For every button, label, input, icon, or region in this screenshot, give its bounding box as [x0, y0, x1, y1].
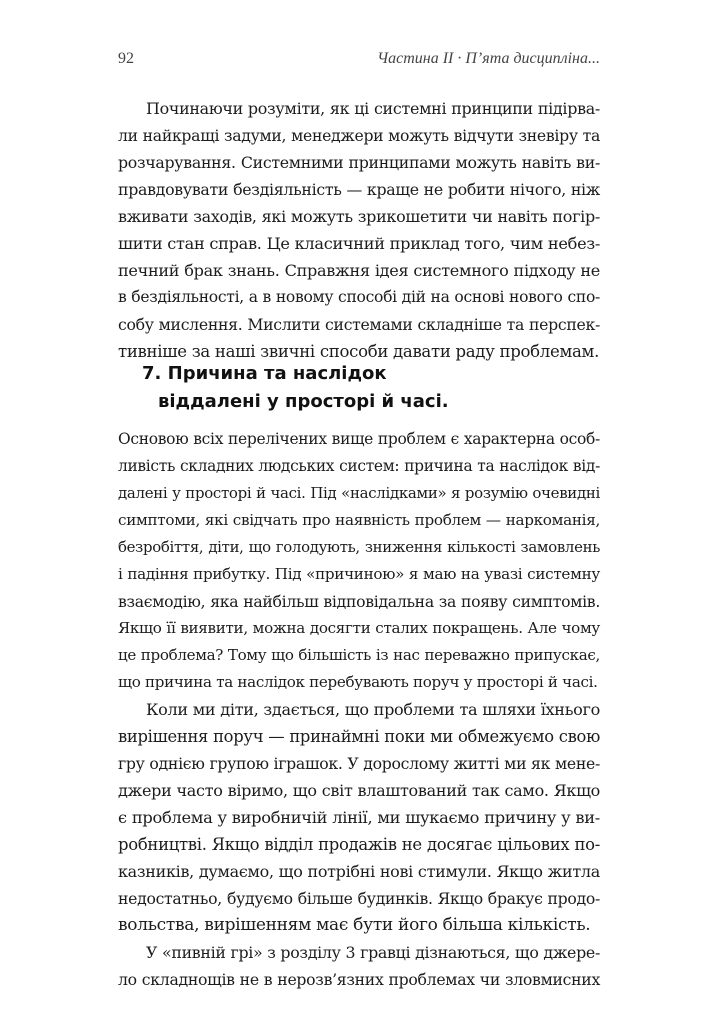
running-header [118, 50, 600, 72]
paragraph-line: Основою всіх перелічених вище проблем є характерна особ- [118, 430, 600, 448]
paragraph-line: У «пивній грі» з розділу 3 гравці дізнаються, що джере- [146, 943, 600, 962]
paragraph-line: безробіття, діти, що голодують, зниження кількості замовлень [118, 538, 600, 556]
paragraph-line: правдовувати бездіяльність — краще не робити нічого, ніж [118, 180, 600, 199]
paragraph-line: це проблема? Тому що більшість із нас переважно припускає, [118, 646, 600, 664]
paragraph-line: взаємодію, яка найбільш відповідальна за появу симптомів. [118, 592, 600, 611]
paragraph-line: розчарування. Системними принципами можуть навіть ви- [118, 153, 600, 172]
paragraph-line: ло складнощів не в нерозв’язних проблемах чи зловмисних [118, 970, 600, 989]
running-title: Частина II · П’ята дисципліна... [377, 50, 600, 67]
page-number: 92 [118, 50, 134, 67]
paragraph-line: ливість складних людських систем: причина та наслідок від- [118, 457, 600, 475]
paragraph-line: гру однією групою іграшок. У дорослому житті ми як мене- [118, 754, 600, 773]
paragraph-line: що причина та наслідок перебувають поруч у просторі й часі. [118, 673, 598, 691]
paragraph-line: симптоми, які свідчать про наявність проблем — наркоманія, [118, 511, 600, 529]
paragraph-line: собу мислення. Мислити системами складніше та перспек- [118, 315, 600, 334]
paragraph-line: шити стан справ. Це класичний приклад того, чим небез- [118, 234, 600, 253]
paragraph-line: недостатньо, будуємо більше будинків. Якщо бракує продо- [118, 889, 600, 908]
paragraph-line: в бездіяльності, а в новому способі дій на основі нового спо- [118, 288, 600, 306]
paragraph-line: казників, думаємо, що потрібні нові стимули. Якщо житла [118, 862, 600, 881]
paragraph-line: тивніше за наші звичні способи давати раду проблемам. [118, 342, 600, 361]
paragraph-line: вольства, вирішенням має бути його більша кількість. [118, 915, 591, 935]
paragraph-line: Якщо її виявити, можна досягти сталих покращень. Але чому [118, 619, 600, 637]
paragraph-line: Починаючи розуміти, як ці системні принципи підірва- [146, 99, 600, 118]
paragraph-line: печний брак знань. Справжня ідея системного підходу не [118, 261, 600, 280]
paragraph-line: робництві. Якщо відділ продажів не досягає цільових по- [118, 835, 600, 854]
paragraph-line: і падіння прибутку. Під «причиною» я маю на увазі системну [118, 565, 600, 583]
paragraph-line: вживати заходів, які можуть зрикошетити чи навіть погір- [118, 207, 600, 226]
paragraph-line: джери часто віримо, що світ влаштований так само. Якщо [118, 781, 600, 800]
paragraph-line: Коли ми діти, здається, що проблеми та шляхи їхнього [146, 700, 600, 719]
paragraph-line: ли найкращі задуми, менеджери можуть відчути зневіру та [118, 126, 600, 145]
section-heading-line2: віддалені у просторі й часі. [158, 391, 449, 412]
section-heading-line1: 7. Причина та наслідок [142, 363, 387, 384]
paragraph-line: вирішення поруч — принаймні поки ми обмежуємо свою [118, 727, 600, 746]
paragraph-line: є проблема у виробничій лінії, ми шукаємо причину у ви- [118, 808, 600, 827]
paragraph-line: далені у просторі й часі. Під «наслідками» я розумію очевидні [118, 484, 600, 502]
